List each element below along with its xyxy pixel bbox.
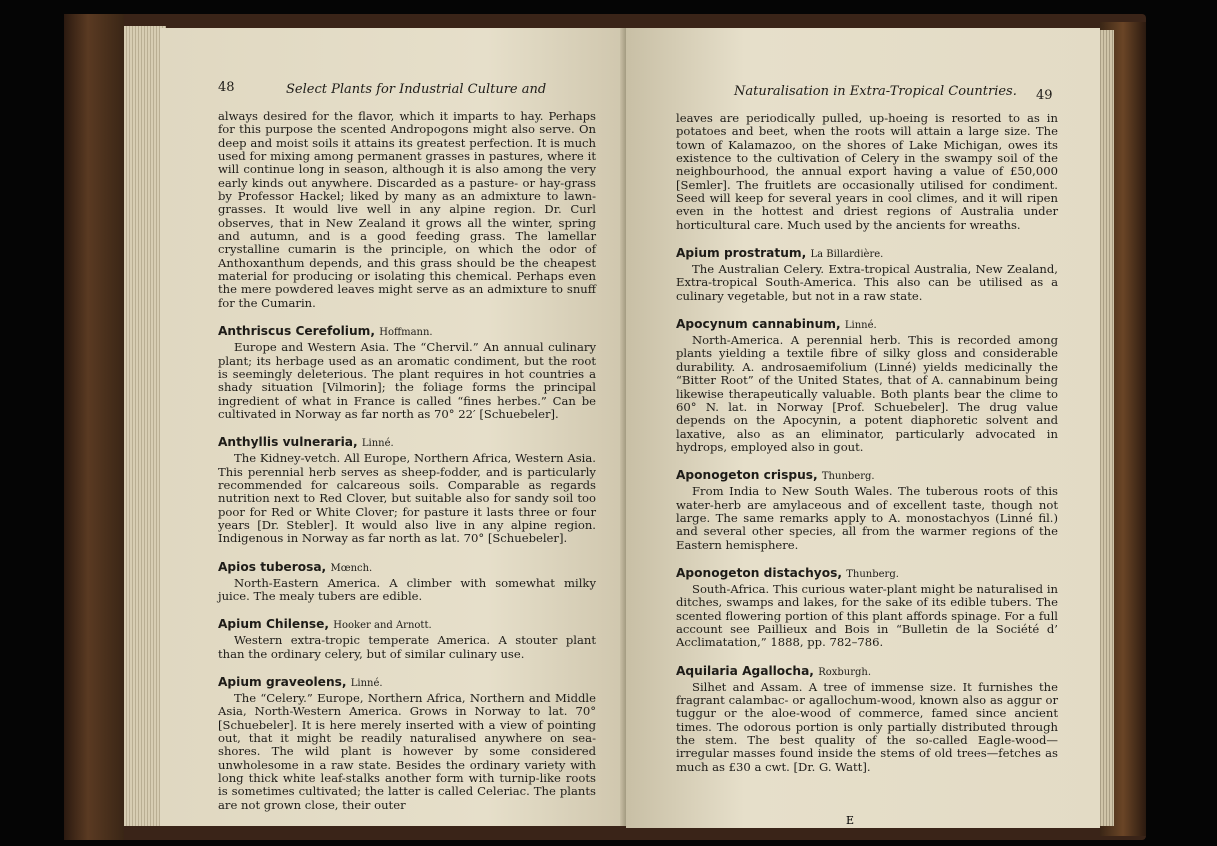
entry-text: The “Celery.” Europe, Northern Africa, Northern and Middle Asia, North-Western America. Grows in Norway to lat. 70° [Schuebeler]. It is here merely inserted with a view of pointing out, that it might be readily naturalised anywhere on sea-shores. The wild plant is however by some considered unwholesome in a raw state. Besides the ordinary variety with long thick white leaf-stalks another form with turnip-like roots is sometimes cultivated; the latter is called Celeriac. The plants are not grown close, their outer bbox=[218, 691, 596, 812]
species-name: Aponogeton distachyos, bbox=[676, 565, 842, 580]
authority: Mœnch. bbox=[330, 562, 373, 574]
species-name: Apium prostratum, bbox=[676, 246, 807, 261]
entry bbox=[218, 323, 596, 421]
authority: Thunberg. bbox=[821, 471, 875, 483]
entry bbox=[676, 245, 1058, 303]
entry-heading bbox=[218, 434, 596, 452]
page-number: 49 bbox=[1036, 88, 1053, 103]
entry-text: Silhet and Assam. A tree of immense size. It furnishes the fragrant calambac- or agallochum-wood, known also as aggur or tuggur or the aloe-wood of commerce, famed since ancient times. The odorous portion is only partially distributed through the stem. The best quality of the so-called Eagle-wood—irregular masses found inside the stems of old trees—fetches as much as £30 a cwt. [Dr. G. Watt]. bbox=[676, 679, 1058, 774]
running-head: Naturalisation in Extra-Tropical Countries. bbox=[734, 84, 1017, 99]
entry-text: The Kidney-vetch. All Europe, Northern Africa, Western Asia. This perennial herb serves as sheep-fodder, and is particularly recommended for calcareous soils. Comparable as regards nutrition next to Red Clover, but suitable also for sandy soil too poor for Red or White Clover; for pasture it lasts three or four years [Dr. Stebler]. It would also live in any alpine region. Indigenous in Norway as far north as lat. 70° [Schuebeler]. bbox=[218, 451, 596, 546]
entry bbox=[676, 467, 1058, 552]
entry-heading bbox=[676, 467, 1058, 485]
entry-heading bbox=[218, 674, 596, 692]
entry-text: North-Eastern America. A climber with somewhat milky juice. The mealy tubers are edible. bbox=[218, 575, 596, 603]
signature-mark: E bbox=[846, 814, 855, 827]
authority: Thunberg. bbox=[846, 568, 899, 580]
authority: Linné. bbox=[844, 320, 877, 332]
right-page-edges bbox=[1098, 30, 1114, 826]
species-name: Aquilaria Agallocha, bbox=[676, 663, 814, 678]
species-name: Anthyllis vulneraria, bbox=[218, 435, 358, 450]
entry-heading bbox=[218, 559, 596, 577]
right-page bbox=[626, 28, 1100, 828]
entry-text: North-America. A perennial herb. This is recorded among plants yielding a textile fibre of silky gloss and considerable durability. A. androsaemifolium (Linné) yields medicinally the “Bitter Root” of the United States, that of A. cannabinum being likewise therapeutically valuable. Both plants bear the clime to 60° N. lat. in Norway [Prof. Schuebeler]. The drug value depends on the Apocynin, a potent diaphoretic solvent and laxative, also as an eliminator, particularly advocated in hydrops, employed also in gout. bbox=[676, 333, 1058, 454]
entry-text: South-Africa. This curious water-plant might be naturalised in ditches, swamps and lakes, for the sake of its edible tubers. The scented flowering portion of this plant affords spinage. For a full account see Paillieux and Bois in “Bulletin de la Société d’ Acclimatation,” 1888, pp. 782–786. bbox=[676, 581, 1058, 650]
right-page-text bbox=[676, 112, 1058, 774]
entry-text: Western extra-tropic temperate America. A stouter plant than the ordinary celery, but of similar culinary use. bbox=[218, 633, 596, 661]
species-name: Apium graveolens, bbox=[218, 675, 347, 689]
entry bbox=[218, 559, 596, 604]
entry-heading bbox=[676, 245, 1058, 263]
authority: Hooker and Arnott. bbox=[333, 620, 432, 632]
opening-paragraph: always desired for the flavor, which it imparts to hay. Perhaps for this purpose the scented Andropogons might also serve. On deep and moist soils it attains its greatest perfection. It is much used for mixing among permanent grasses in pastures, where it will continue long in season, although it is also among the very early kinds out anywhere. Discarded as a pasture- or hay-grass by Professor Hackel; liked by many as an admixture to lawn-grasses. It would live well in any alpine region. Dr. Curl observes, that in New Zealand it grows all the winter, spring and autumn, and is a good feeding grass. The lamellar crystalline cumarin is the principle, on which the odor of Anthoxanthum depends, and this grass should be the cheapest material for producing or isolating this chemical. Perhaps even the mere powdered leaves might serve as an admixture to snuff for the Cumarin. bbox=[218, 109, 596, 310]
entry-text: The Australian Celery. Extra-tropical Australia, New Zealand, Extra-tropical South-America. This also can be utilised as a culinary vegetable, but not in a raw state. bbox=[676, 262, 1058, 303]
entry-heading bbox=[676, 565, 1058, 583]
opening-paragraph: leaves are periodically pulled, up-hoeing is resorted to as in potatoes and beet, when the roots will attain a large size. The town of Kalamazoo, on the shores of Lake Michigan, owes its existence to the cultivation of Celery in the swampy soil of the neighbourhood, the annual export having a value of £50,000 [Semler]. The fruitlets are occasionally utilised for condiment. Seed will keep for several years in cool climes, and it will ripen even in the hottest and driest regions of Australia under horticultural care. Much used by the ancients for wreaths. bbox=[676, 111, 1058, 232]
left-page-text bbox=[218, 110, 596, 812]
species-name: Apium Chilense, bbox=[218, 617, 330, 632]
entry-text: From India to New South Wales. The tuberous roots of this water-herb are amylaceous and of excellent taste, though not large. The same remarks apply to A. monostachyos (Linné fil.) and several other species, all from the warmer regions of the Eastern hemisphere. bbox=[676, 484, 1058, 552]
entry bbox=[218, 616, 596, 661]
entry bbox=[218, 434, 596, 545]
species-name: Apocynum cannabinum, bbox=[676, 317, 841, 332]
species-name: Apios tuberosa, bbox=[218, 559, 327, 574]
page-number: 48 bbox=[218, 80, 235, 95]
entry bbox=[676, 565, 1058, 650]
entry-text: Europe and Western Asia. The “Chervil.” An annual culinary plant; its herbage used as an aromatic condiment, but the root is seemingly deleterious. The plant requires in hot countries a shady situation [Vilmorin]; the foliage forms the principal ingredient of what in France is called “fines herbes.” Can be cultivated in Norway as far north as 70° 22′ [Schuebeler]. bbox=[218, 340, 596, 421]
species-name: Anthriscus Cerefolium, bbox=[218, 324, 375, 339]
left-cover-edge bbox=[64, 14, 124, 840]
entry-heading bbox=[676, 316, 1058, 334]
entry-heading bbox=[218, 616, 596, 634]
entry bbox=[218, 674, 596, 812]
entry-heading bbox=[218, 323, 596, 341]
authority: Linné. bbox=[350, 678, 383, 689]
authority: Hoffmann. bbox=[379, 327, 433, 339]
running-head: Select Plants for Industrial Culture and bbox=[286, 82, 547, 97]
entry bbox=[676, 316, 1058, 454]
authority: La Billardière. bbox=[810, 249, 884, 261]
left-page bbox=[160, 28, 628, 826]
authority: Linné. bbox=[361, 438, 394, 450]
species-name: Aponogeton crispus, bbox=[676, 468, 818, 483]
authority: Roxburgh. bbox=[818, 666, 872, 678]
entry-heading bbox=[676, 663, 1058, 681]
entry bbox=[676, 663, 1058, 774]
